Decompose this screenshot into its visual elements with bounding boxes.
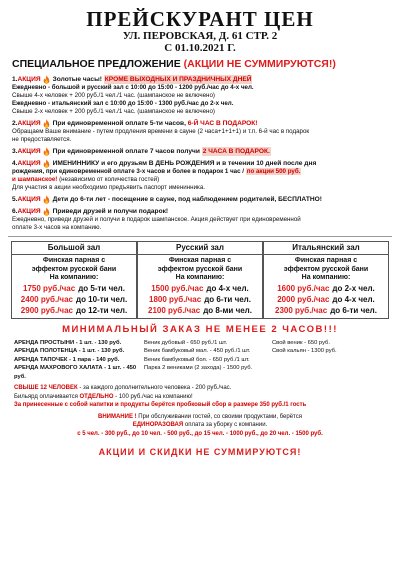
- hall-desc: На компанию:: [175, 274, 225, 281]
- price: 1500 руб./час: [151, 283, 204, 293]
- hall-name: Русский зал: [138, 242, 262, 255]
- broom-item: Парка 2 вениками (2 захода) - 1500 руб.: [144, 365, 253, 371]
- promo-line: рождения, при единовременной оплате 3-х часов и более в подарок 1 час /: [12, 168, 245, 175]
- hall-desc: эффектом русской бани: [157, 265, 243, 273]
- group-size: до 6-ти чел.: [204, 294, 251, 304]
- promo-red-text: 6-Й ЧАС В ПОДАРОК!: [187, 120, 258, 127]
- hall-desc: эффектом русской бани: [283, 265, 369, 273]
- special-offer-note: (АКЦИИ НЕ СУММИРУЮТСЯ!): [183, 58, 336, 70]
- price: 1600 руб./час: [277, 283, 330, 293]
- price: 2000 руб./час: [277, 294, 330, 304]
- divider: [8, 236, 392, 237]
- extra-text: - 100 руб./час на компанию!: [115, 393, 193, 400]
- group-size: до 10-ти чел.: [75, 294, 128, 304]
- group-size: до 12-ти чел.: [75, 305, 128, 315]
- fire-icon: [43, 75, 50, 84]
- attention-red: ВНИМАНИЕ !: [98, 413, 137, 420]
- price-row: [15, 305, 133, 316]
- promo-line: Свыше 4-х человек + 200 руб./1 чел./1 час. (шампанское не включено): [12, 92, 215, 99]
- own-item: Свой веник - 650 руб.: [272, 339, 330, 346]
- final-notice: АКЦИИ И СКИДКИ НЕ СУММИРУЮТСЯ!: [98, 446, 302, 457]
- promo-highlight: 2 ЧАСА В ПОДАРОК.: [202, 148, 270, 155]
- valid-from-date: С 01.10.2021 Г.: [164, 42, 236, 54]
- price: 2900 руб./час: [20, 305, 73, 315]
- cleaning-fees: с 5 чел. - 300 руб., до 10 чел. - 500 руб., до 15 чел. - 1000 руб., до 20 чел. - 1500 руб.: [77, 430, 323, 437]
- promo-number: 4.: [12, 160, 18, 167]
- promo-line: Для участия в акции необходимо предъявить паспорт именинника.: [12, 184, 206, 191]
- attention-text: При обслуживании гостей, со своими продуктами, берётся: [138, 413, 302, 420]
- fire-icon: [43, 147, 50, 156]
- special-offer-label: СПЕЦИАЛЬНОЕ ПРЕДЛОЖЕНИЕ: [12, 58, 181, 70]
- hall-name: Итальянский зал: [264, 242, 388, 255]
- fire-icon: [43, 159, 50, 168]
- price: 2400 руб./час: [20, 294, 73, 304]
- extra-charges: [14, 384, 392, 410]
- hall-desc: На компанию:: [49, 274, 99, 281]
- promo-red-text: и шампанское!: [12, 176, 58, 183]
- rental-item: АРЕНДА ПОЛОТЕНЦА - 1 шт. - 130 руб.: [14, 348, 125, 354]
- promo-highlight: КРОМЕ ВЫХОДНЫХ И ПРАЗДНИЧНЫХ ДНЕЙ: [104, 76, 252, 83]
- promo-headline: При единовременной оплате 5-ти часов,: [52, 120, 186, 127]
- hall-desc: эффектом русской бани: [31, 265, 117, 273]
- promo-headline: Дети до 6-ти лет - посещение в сауне, под наблюдением родителей, БЕСПЛАТНО!: [52, 196, 322, 203]
- page-title: ПРЕЙСКУРАНТ ЦЕН: [86, 7, 314, 31]
- price: 1750 руб./час: [23, 283, 76, 293]
- extra-red: СВЫШЕ 12 ЧЕЛОВЕК: [14, 385, 78, 391]
- promo-line: оплате 3-х часов на компанию.: [12, 224, 102, 231]
- group-size: до 6-ти чел.: [330, 305, 377, 315]
- broom-item: Веник дубовый - 650 руб./1 шт.: [144, 339, 228, 346]
- promo-line: Ежедневно, приведи друзей и получи в подарок шампанское. Акция действует при единовременной: [12, 216, 301, 223]
- group-size: до 4-х чел.: [206, 283, 249, 293]
- promo-line: (независимо от количества гостей): [59, 176, 160, 183]
- price-row: [267, 305, 385, 316]
- promo-tag: АКЦИЯ: [17, 76, 41, 83]
- attention-red: ЕДИНОРАЗОВАЯ: [132, 422, 184, 428]
- price-row: [267, 294, 385, 305]
- broom-item: Веник бамбуковый бол. - 650 руб./1 шт.: [144, 356, 250, 363]
- promo-highlight: по акции 500 руб.: [246, 168, 301, 175]
- hall-italian: [263, 241, 389, 319]
- price-row: [267, 283, 385, 294]
- price-row: [141, 305, 259, 316]
- promo-line: Свыше 2-х человек + 200 руб./1 чел./1 час. (шампанское не включено): [12, 108, 215, 115]
- hall-big: [11, 241, 137, 319]
- promo-line: Ежедневно - большой и русский зал с 10:00 до 15:00 - 1200 руб./час до 4-х чел.: [12, 84, 254, 91]
- promo-4: [12, 159, 392, 192]
- hall-name: Большой зал: [12, 242, 136, 255]
- promo-line: Ежедневно - итальянский зал с 10:00 до 15:00 - 1300 руб./час до 2-х чел.: [12, 100, 234, 107]
- promo-line: Обращаем Ваше внимание - путем продления времени в сауне (2 часа+1+1+1) и т.п. 6-й час в подарок: [12, 128, 310, 135]
- promo-number: 2.: [12, 120, 18, 127]
- special-offer-heading: [12, 58, 392, 71]
- rental-item: АРЕНДА ПРОСТЫНИ - 1 шт. - 130 руб.: [14, 339, 122, 346]
- fire-icon: [43, 119, 50, 128]
- hall-desc: На компанию:: [301, 274, 351, 281]
- promo-line: не предоставляется.: [12, 136, 72, 143]
- group-size: до 5-ти чел.: [78, 283, 125, 293]
- fire-icon: [43, 207, 50, 216]
- promo-tag: АКЦИЯ: [17, 148, 41, 155]
- min-order-notice: МИНИМАЛЬНЫЙ ЗАКАЗ НЕ МЕНЕЕ 2 ЧАСОВ!!!: [62, 323, 338, 335]
- own-item: Свой кальян - 1300 руб.: [272, 348, 337, 354]
- promo-tag: АКЦИЯ: [17, 160, 41, 167]
- hall-desc: Финская парная с: [168, 257, 232, 264]
- group-size: до 8-ми чел.: [203, 305, 252, 315]
- attention-text: оплата за уборку с компании.: [184, 422, 268, 428]
- promo-headline: ИМЕНИННИКУ и его друзьям В ДЕНЬ РОЖДЕНИЯ и в течении 10 дней после дня: [52, 160, 317, 167]
- corkage-fee: За принесенные с собой напитки и продукты берётся пробковый сбор в размере 350 руб./1 гость: [14, 402, 307, 408]
- price-row: [141, 294, 259, 305]
- promo-number: 3.: [12, 148, 18, 155]
- group-size: до 2-х чел.: [332, 283, 375, 293]
- group-size: до 4-х чел.: [332, 294, 375, 304]
- promo-tag: АКЦИЯ: [17, 208, 41, 215]
- extra-red: ОТДЕЛЬНО: [79, 393, 114, 400]
- price: 2100 руб./час: [148, 305, 201, 315]
- price: 1800 руб./час: [149, 294, 202, 304]
- promo-1: [12, 75, 392, 116]
- promo-headline: При единовременной оплате 7 часов получи: [52, 148, 200, 155]
- promo-number: 6.: [12, 208, 18, 215]
- promo-number: 5.: [12, 196, 18, 203]
- rental-item: АРЕНДА ТАПОЧЕК - 1 пара - 140 руб.: [14, 356, 120, 363]
- promo-headline: Золотые часы!: [52, 76, 102, 83]
- hall-desc: Финская парная с: [294, 257, 358, 264]
- price-row: [15, 294, 133, 305]
- promo-headline: Приведи друзей и получи подарок!: [52, 208, 169, 215]
- promo-3: [12, 147, 392, 156]
- rental-item: АРЕНДА МАХРОВОГО ХАЛАТА - 1 шт. - 450 руб.: [14, 365, 137, 380]
- hall-desc: Финская парная с: [42, 257, 106, 264]
- price-row: [15, 283, 133, 294]
- promo-number: 1.: [12, 76, 18, 83]
- price-row: [141, 283, 259, 294]
- promo-tag: АКЦИЯ: [17, 196, 41, 203]
- hall-russian: [137, 241, 263, 319]
- attention-block: [8, 413, 392, 439]
- fire-icon: [43, 195, 50, 204]
- promo-2: [12, 119, 392, 144]
- price: 2300 руб./час: [275, 305, 328, 315]
- promo-6: [12, 207, 392, 232]
- promo-tag: АКЦИЯ: [17, 120, 41, 127]
- address: УЛ. ПЕРОВСКАЯ, Д. 61 СТР. 2: [122, 30, 278, 42]
- rentals-block: [14, 339, 392, 382]
- promo-5: [12, 195, 392, 204]
- halls-table: [11, 241, 389, 319]
- extra-text: - за каждого дополнительного человека - 200 руб./час.: [79, 385, 232, 391]
- extra-text: Бильярд оплачивается: [14, 393, 78, 400]
- broom-item: Веник бамбуковый мал. - 450 руб./1 шт.: [144, 348, 251, 354]
